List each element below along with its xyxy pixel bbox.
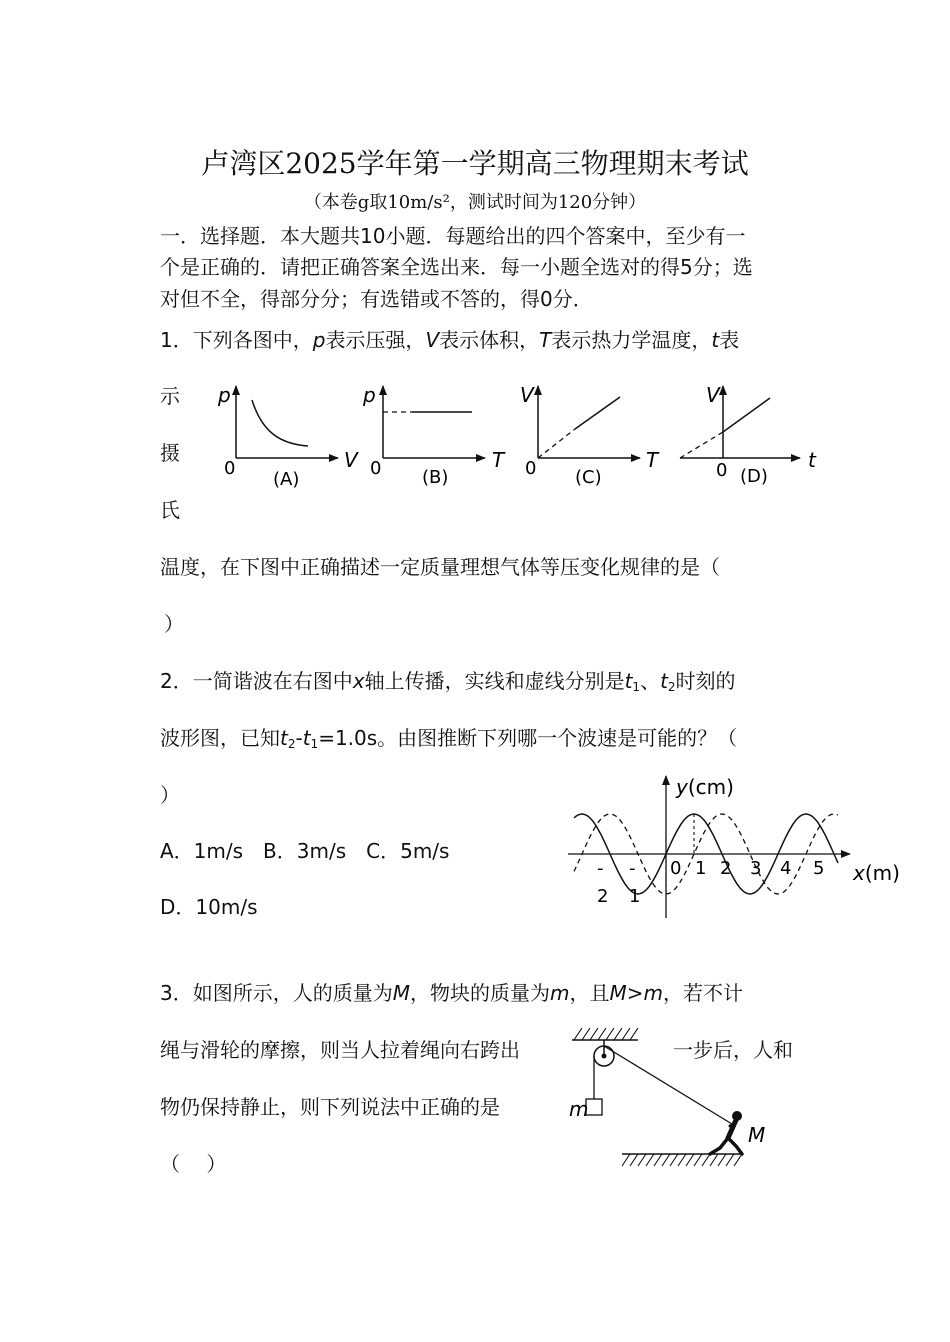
graph-d-caption: (D) <box>740 466 768 487</box>
q3-pulley-figure <box>560 1020 800 1170</box>
graph-b-xlabel: T <box>492 448 505 472</box>
wave-tick-5: 5 <box>813 858 825 879</box>
q1-side-char-2: 摄 <box>160 441 180 465</box>
graph-a-origin: 0 <box>224 458 236 479</box>
wave-neg-tick-2-num: 2 <box>597 886 609 907</box>
graph-c-line <box>575 397 620 429</box>
graph-d <box>680 383 817 487</box>
q3-line-3: 物仍保持静止，则下列说法中正确的是 <box>160 1095 500 1119</box>
q2-options-abc: A．1m/s B．3m/s C．5m/s <box>160 839 450 863</box>
page-title: 卢湾区2025学年第一学期高三物理期末考试 <box>201 147 749 180</box>
graph-c-ylabel: V <box>520 383 534 407</box>
q2-wave-figure <box>560 770 905 925</box>
wave-xlabel: x(m) <box>853 861 900 885</box>
q3-line-1: 3．如图所示，人的质量为M，物块的质量为m，且M>m，若不计 <box>160 981 743 1005</box>
graph-a-xlabel: V <box>344 448 358 472</box>
graph-d-xlabel: t <box>808 448 816 472</box>
wave-neg-tick-2-sign: - <box>597 858 604 879</box>
ceiling-support <box>572 1028 638 1056</box>
wave-neg-tick-1-sign: - <box>629 858 636 879</box>
block-label: m <box>569 1097 589 1121</box>
graph-a <box>217 383 359 490</box>
graph-d-ylabel: V <box>706 383 720 407</box>
graph-a-ylabel: p <box>218 383 231 407</box>
graph-d-line <box>723 398 770 432</box>
graph-b-ylabel: p <box>363 383 376 407</box>
graph-c-origin: 0 <box>525 458 537 479</box>
rope-to-person <box>604 1046 732 1124</box>
graph-c-dashed <box>538 429 575 458</box>
q1-graphs <box>200 372 840 502</box>
q1-side-char-1: 示 <box>160 384 180 408</box>
q3-line-2a: 绳与滑轮的摩擦，则当人拉着绳向右跨出 <box>160 1038 520 1062</box>
graph-d-origin: 0 <box>716 460 728 481</box>
q1-line-3: ） <box>164 612 184 636</box>
graph-b-caption: (B) <box>422 467 449 488</box>
wave-neg-tick-1-num: 1 <box>629 886 641 907</box>
q2-line-1: 2．一简谐波在右图中x轴上传播，实线和虚线分别是$t_1$、$t_2$时刻的 <box>160 669 736 694</box>
q2-line-2: 波形图，已知$t_2-t_1=1.0s$。由图推断下列哪一个波速是可能的？（ <box>160 726 738 751</box>
wave-tick-4: 4 <box>780 858 792 879</box>
q1-line-1: 1．下列各图中，p表示压强，V表示体积，T表示热力学温度，t表 <box>160 328 740 352</box>
person-label: M <box>748 1123 766 1147</box>
graph-b <box>362 383 506 488</box>
wave-tick-1: 1 <box>695 858 707 879</box>
page-subtitle: （本卷g取10m/s²，测试时间为120分钟） <box>303 192 647 213</box>
q2-option-d: D．10m/s <box>160 895 258 919</box>
graph-a-caption: (A) <box>273 469 300 490</box>
instructions-line-1: 一．选择题．本大题共10小题．每题给出的四个答案中，至少有一 <box>160 224 746 248</box>
wave-tick-2: 2 <box>720 858 732 879</box>
q2-line-3: ） <box>160 783 180 807</box>
wave-tick-0: 0 <box>670 858 682 879</box>
instructions-line-3: 对但不全，得部分分；有选错或不答的，得0分． <box>160 287 593 311</box>
graph-d-dashed <box>680 432 723 458</box>
wave-ylabel: y(cm) <box>676 775 734 799</box>
graph-a-curve <box>252 400 308 446</box>
graph-c-caption: (C) <box>575 467 602 488</box>
graph-c <box>520 383 660 488</box>
graph-c-xlabel: T <box>646 448 659 472</box>
ground <box>622 1154 742 1166</box>
graph-b-origin: 0 <box>370 458 382 479</box>
q3-line-4: （ ） <box>160 1152 227 1176</box>
wave-tick-3: 3 <box>750 858 762 879</box>
q1-side-char-3: 氏 <box>160 498 180 522</box>
q3-line-2b: 一步后，人和 <box>673 1038 793 1062</box>
instructions-line-2: 个是正确的．请把正确答案全选出来．每一小题全选对的得5分；选 <box>160 255 753 279</box>
pulley-axle <box>602 1054 607 1059</box>
q1-line-2: 温度，在下图中正确描述一定质量理想气体等压变化规律的是（ <box>160 555 720 579</box>
person-icon <box>710 1111 742 1154</box>
